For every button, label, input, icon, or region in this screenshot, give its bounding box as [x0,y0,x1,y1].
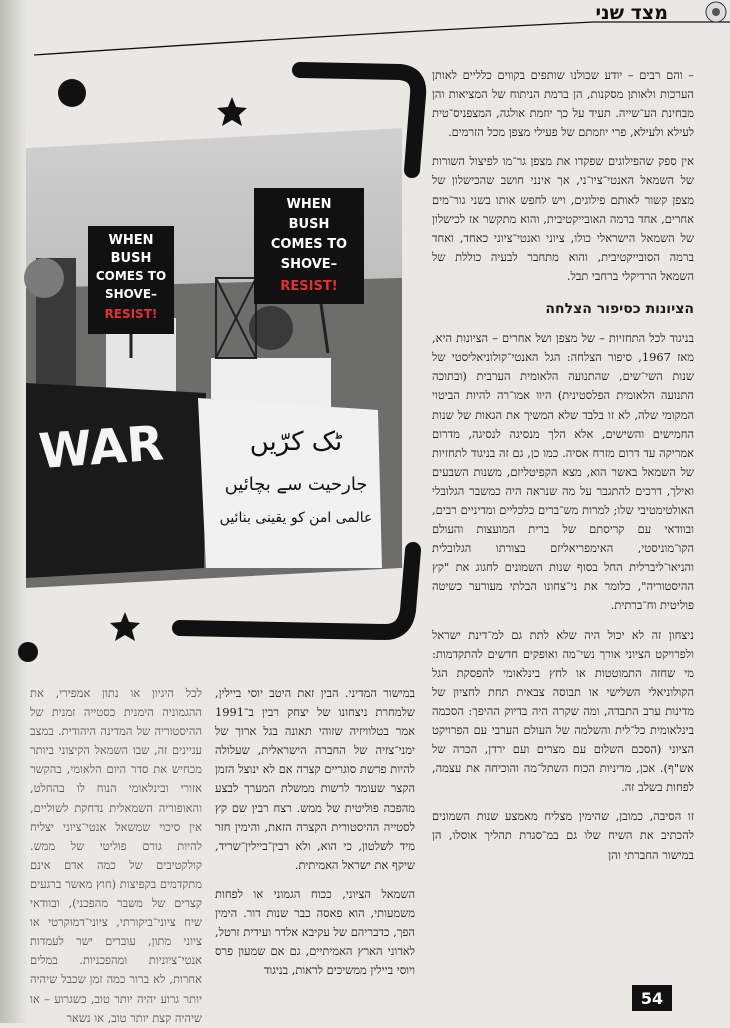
dot-icon [18,642,38,662]
article-column-left [30,684,202,1025]
svg-text:BUSH: BUSH [110,251,152,266]
star-icon [217,97,247,126]
svg-text:WAR: WAR [36,415,166,480]
svg-text:RESIST!: RESIST! [104,307,158,321]
article-column-right [432,66,694,936]
paragraph: ניצחון זה לא יכול היה שלא לתת גם למ־דינת ישראל ולפרויקט הציוני אורך נשי־מה ואופקים חדשים להתקדמות: מי שחזה התמוטטות או לחץ בינלאומי להפסקת הגל הקולוניאלי השלישי או תבוסה צבאית תחת לחציון של מדינות ערב התבדה, ומה שקרה היה בדיוק ההיפך: הסכמה בינלאומית כל־לית והשלמה של העולם הערבי עם הפרויקט הציוני (הסכם השלום עם מצרים ועם ירדן, הכרה של אש"ף). אכן, מדיניות הכוח השתל־מה והוכיחה את עצמה, לפחות בשלב זה. [432,627,694,795]
section-title: מצד שני [595,2,668,24]
svg-text:عالمی امن کو یقینی بنائیں: عالمی امن کو یقینی بنائیں [219,510,373,526]
svg-text:WHEN: WHEN [286,197,332,212]
svg-text:SHOVE–: SHOVE– [280,257,338,272]
paragraph: לכל היגיון או נתון אמפירי, את ההגמוניה הימנית כסטייה זמנית של ההיסטוריה של המדינה היהודית. במצב עניינים זה, שבו השמאל הקיצוני ביותר מכחיש את סדר היום הלאומי, בהקשר אזורי ובינלאומי הנוח לו בהחלט, והאופוריה השמאלית נדחקת לשוליים, אין סיכוי שמשאל אנטי־ציוני יצליח להיות גורם פוליטי של ממש. קולקטיבים של כמה אדם אינם מתקדמים בקפיצות (חוץ מאשר ברגעים קצרים של משבר מהפכני), ובוודאי שיח ציוני־ביקורתי, ציוני־דמוקרטי או ציוני מתון, עוברים ישר לעמדות אנטי־ציוניות ומהפכניות. במלים אחרות, לא ברור כמה זמן שכבל שיהיה יותר גרוע יהיה יותר טוב, כשגרוע – או שיהיה קצת יותר טוב, או נשאר [30,686,202,1025]
article-column-middle [215,684,415,1014]
svg-text:COMES TO: COMES TO [95,269,167,283]
svg-text:RESIST!: RESIST! [280,279,338,294]
paragraph: – והם רבים – יודע שכולנו שותפים בקווים כלליים לאותן הערכות ולאותן מסקנות, הן ברמת הניתוח של המציאות והן מבחינת הע־שייה. תעיד על כך יוזמת אולגה, המצפניס־טית לעילא ולעילא, פרי יוזמתם של פעילי מצפן מכל הזרמים. [432,68,694,140]
paragraph: זו הסיבה, כמובן, שהימין מצליח מאמצע שנות השמונים להכתיב את השיח שלו גם במ־סגרת תהליך אוסלו, הן במישור החברתי והן [432,809,694,862]
svg-text:BUSH: BUSH [288,217,330,232]
dot-icon [58,79,86,107]
page-number: 54 [640,989,664,1008]
section-heading: הציונות כסיפור הצלחה [545,301,694,318]
page-number-box [632,985,672,1011]
svg-text:جارحیت سے بچائیں: جارحیت سے بچائیں [224,474,368,495]
paragraph: השמאל הציוני, ככוח הגמוני או לפחות משמעותי, הוא פאסה כבר שנות דור. הימין הפך, כדבריהם של עקיבא אלדר ועידית זרטל, לאדוני הארץ האמיתיים, גם אם שמעון פרס ויוסי ביילין ממשיכים לראות, בניגוד [215,886,415,978]
paragraph: בניגוד לכל התחזיות – של מצפן ושל אחרים – הציונות היא, מאז 1967, סיפור הצלחה: הגל האנטי־קולוניאליסטי של שנות השי־שים, שהתנועה הלאומית הערבית (ובתוכה התנועה הלאומית הפלסטינית) היוו אמו־רה להיות הביטוי המקומי שלה, לא זו בלבד שלא המשיך את הגאות של שנות החמישים והשישים, אלא הלך מנסיגה לנסיגה, מדרום אמריקה עד דרום מזרח אסיה. כמו כן, גם זה בניגוד לתחזיות של השמאל באשר הוא, מצא הקפיטליזם, משנות השבעים ואילך, דרכים להתגבר על מה שנראה היה כמשבר הגלובלי האולטימטיבי שלו; למרות מש־ברים כלכליים ומדיניים רבים, ובוודאי עם קריסתם של ברית המועצות והעולם הקו־מוניסטי, האימפריאליזם בצורתו הגלובלית והניאו־ליברלית החל בסוף שנות השמונים לחגוג את "קץ ההיסטוריה", כלומר את ני־צחונו הבלתי מעורער כשיטה פוליטית וח־ברתית. [432,331,694,613]
svg-text:ٹک کرّیں: ٹک کرّیں [249,427,343,457]
star-icon [110,612,140,641]
paragraph: אין ספק שהפילוגים שפקדו את מצפן גר־מו לפיצול השורות של השמאל האנטי־ציו־ני, אך אינני חושב שהכישלון של מצפן קשור לאותם פילוגים, ויש לחפש אותו בשני גור־מים אחרים, אחד ברמה האובייקטיבית, והוא מתקשר אז לכישלון של השמאל הישראלי כולו, ציוני ואנטי־ציוני כאחד, ואחד ברמה הסובייקטיבית, והוא מתחבר לבעיה כוללת של השמאל הרדיקלי ברחבי תבל. [432,154,694,283]
svg-text:SHOVE–: SHOVE– [104,287,158,301]
paragraph: במישור המדיני. הבין זאת היטב יוסי ביילין, שלמחרת ניצחונו של יצחק רבין ב־1991 אמר בטלוויזיה שזוהי תאונה בגל ארוך של ימני־צזיה של החברה הישראלית, שעלולה להיות פרשת סוגריים קצרה אם לא ינוצל הזמן הקצר שעומד לרשות ממשלת המערך לבצע מהפכה פוליטית של ממש. רצח רבין שם קץ לסטייה ההיסטורית הקצרה הזאת, והימין חזר מיד לשלטון, כי הוא, ולא רבין־ביילין־שריד, שיקף את ישראל האמיתית. [215,686,415,872]
svg-text:COMES TO: COMES TO [270,237,348,252]
svg-text:WHEN: WHEN [108,233,154,248]
